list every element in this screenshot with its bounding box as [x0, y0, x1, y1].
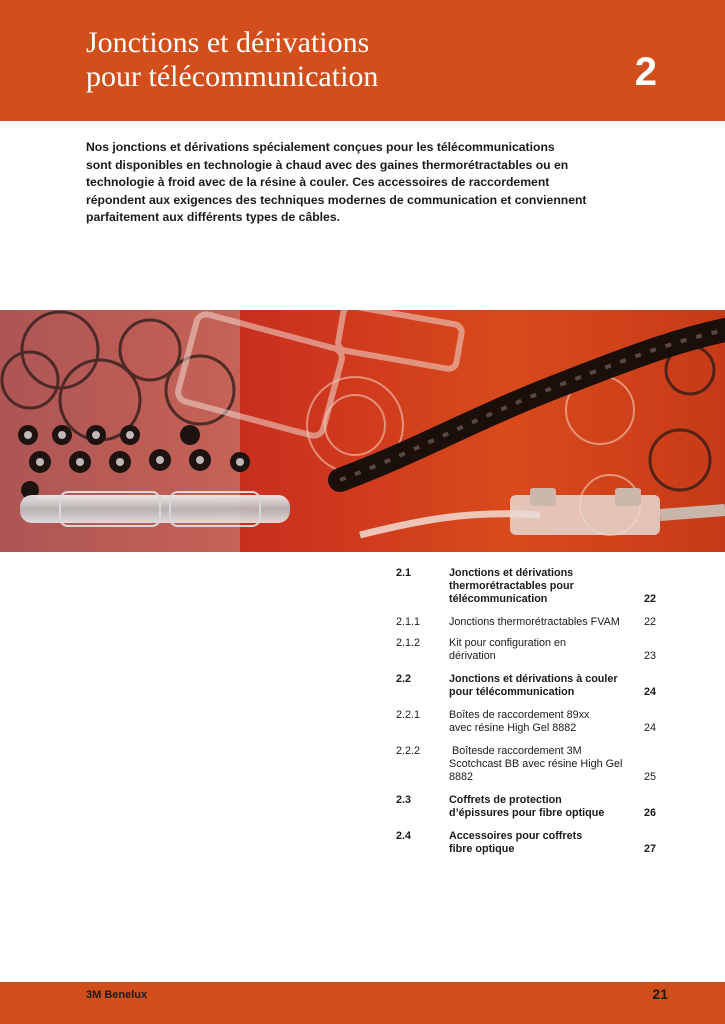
toc-number: 2.2: [396, 673, 412, 685]
footer-page-number: 21: [652, 986, 668, 1002]
toc-title: [449, 745, 626, 784]
toc-title-line: dérivation: [449, 650, 496, 662]
header-band: [0, 0, 725, 121]
intro-line: Nos jonctions et dérivations spécialement conçues pour les télécommunications: [86, 140, 555, 154]
toc-page-number: 24: [643, 686, 656, 698]
toc-title-line: Scotchcast BB avec résine High Gel: [449, 758, 623, 770]
toc-page-number: 27: [643, 843, 656, 855]
toc-page-number: 22: [643, 616, 656, 628]
toc-page-number: 26: [643, 807, 656, 819]
toc-title: [449, 794, 626, 820]
intro-line: parfaitement aux différents types de câbles.: [86, 210, 340, 225]
toc-number: 2.1.2: [396, 637, 421, 649]
toc-title: [449, 709, 626, 735]
toc-number: 2.2.2: [396, 745, 421, 757]
intro-line: répondent aux exigences des techniques modernes de communication et conviennent: [86, 192, 587, 207]
toc-title: [449, 567, 626, 606]
page-title: [86, 26, 378, 94]
intro-paragraph: [86, 139, 606, 227]
toc-entry[interactable]: [396, 709, 656, 735]
toc-page-number: 25: [643, 771, 656, 783]
toc-entry[interactable]: [396, 637, 656, 663]
toc-entry[interactable]: [396, 745, 656, 784]
toc-entry[interactable]: [396, 567, 656, 606]
toc-title: [449, 830, 626, 856]
intro-line: technologie à froid avec de la résine à couler. Ces accessoires de raccordement: [86, 175, 550, 190]
title-line: Jonctions et dérivations: [86, 26, 370, 59]
toc-entry[interactable]: [396, 794, 656, 820]
toc-title-line: Kit pour configuration en: [449, 637, 567, 649]
toc-title-line: télécommunication: [449, 593, 548, 605]
footer-band: [0, 982, 725, 1024]
toc-number: 2.1: [396, 567, 412, 579]
toc-title-line: d’épissures pour fibre optique: [449, 807, 605, 819]
toc-number: 2.4: [396, 830, 412, 842]
toc-page-number: 23: [643, 650, 656, 662]
toc-title-line: Accessoires pour coffrets: [449, 830, 583, 842]
toc-number: 2.3: [396, 794, 412, 806]
toc-entry[interactable]: [396, 673, 656, 699]
title-line: pour télécommunication: [86, 60, 379, 93]
product-photo-banner: [0, 310, 725, 552]
toc-title-line: avec résine High Gel 8882: [449, 722, 577, 734]
toc-title-line: thermorétractables pour: [449, 580, 574, 592]
toc-page-number: 24: [643, 722, 656, 734]
toc-title-line: fibre optique: [449, 843, 515, 855]
toc-title-line: Boîtesde raccordement 3M: [449, 745, 582, 757]
product-photo: [0, 310, 725, 552]
toc-title-line: 8882: [449, 771, 474, 783]
chapter-number: 2: [634, 50, 657, 94]
toc-entry[interactable]: [396, 830, 656, 856]
intro-line: sont disponibles en technologie à chaud avec des gaines thermorétractables ou en: [86, 157, 569, 172]
toc-title-line: Jonctions et dérivations à couler: [449, 673, 618, 685]
toc-entry[interactable]: [396, 616, 656, 629]
toc-number: 2.1.1: [396, 616, 421, 628]
toc-title-line: Jonctions et dérivations: [449, 567, 574, 579]
toc-title-line: pour télécommunication: [449, 686, 575, 698]
footer-brand: 3M Benelux: [86, 989, 148, 1001]
toc-page-number: 22: [643, 593, 656, 605]
toc-title-line: Boîtes de raccordement 89xx: [449, 709, 590, 721]
toc-title: [449, 673, 626, 699]
toc-title-line: Jonctions thermorétractables FVAM: [449, 616, 620, 628]
toc-number: 2.2.1: [396, 709, 421, 721]
toc-title: [449, 616, 626, 629]
toc-title: [449, 637, 626, 663]
toc-title-line: Coffrets de protection: [449, 794, 562, 806]
table-of-contents: [396, 567, 656, 866]
